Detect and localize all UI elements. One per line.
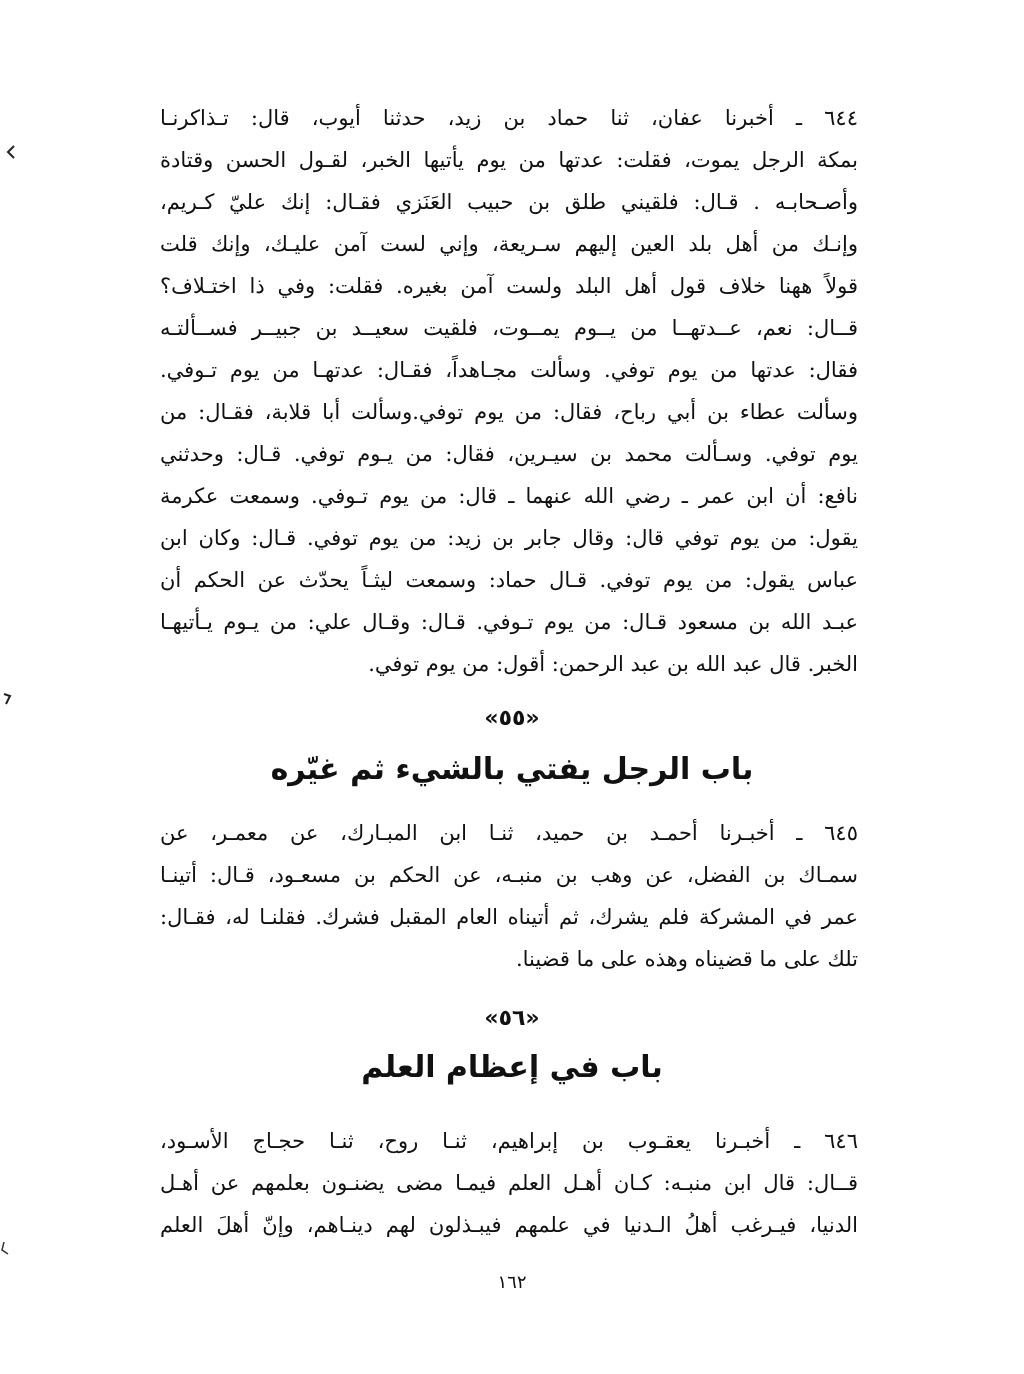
text-line: الدنيا، فيـرغب أهلُ الـدنيا في علمهم فيبـذلون لهم دينـاهم، وإنّ أهلَ العلم bbox=[160, 1213, 858, 1237]
chapter-number: «٥٥» bbox=[484, 706, 540, 731]
text-line: سمـاك بن الفضل، عن وهب بن منبـه، عن الحكم بن مسعـود، قـال: أتينـا bbox=[160, 863, 858, 887]
text-line: فقال: عدتها من يوم توفي. وسألت مجـاهداً، فقـال: عدتهـا من يوم تـوفي. bbox=[160, 358, 858, 382]
scan-mark-icon bbox=[4, 144, 16, 160]
text-line: عباس يقول: من يوم توفي. قـال حماد: وسمعت ليثـاً يحدّث عن الحكم أن bbox=[160, 568, 858, 592]
text-line: ٦٤٥ ـ أخبـرنا أحمـد بن حميد، ثنـا ابن المبـارك، عن معمـر، عن bbox=[160, 821, 858, 845]
text-line: وسألت عطاء بن أبي رباح، فقال: من يوم توفي.وسألت أبا قلابة، فقـال: من bbox=[160, 400, 858, 424]
text-line: عبـد الله بن مسعود قـال: من يوم تـوفي. قـال: وقـال علي: من يـوم يـأتيهـا bbox=[160, 610, 858, 634]
text-line: بمكة الرجل يموت، فقلت: عدتها من يوم يأتيها الخبر، لقـول الحسن وقتادة bbox=[160, 148, 858, 172]
chapter-title: باب الرجل يفتي بالشيء ثم غيّره bbox=[270, 752, 754, 787]
text-line: ٦٤٤ ـ أخبرنا عفان، ثنا حماد بن زيد، حدثنا أيوب، قال: تـذاكرنـا bbox=[160, 106, 858, 130]
scan-mark-icon bbox=[2, 690, 14, 706]
text-line: الخبر. قال عبد الله بن عبد الرحمن: أقول: من يوم توفي. bbox=[368, 652, 858, 676]
scan-mark-icon bbox=[0, 1240, 12, 1256]
text-line: نافع: أن ابن عمر ـ رضي الله عنهما ـ قال: من يوم تـوفي. وسمعت عكرمة bbox=[160, 484, 858, 508]
text-line: عمر في المشركة فلم يشرك، ثم أتيناه العام المقبل فشرك. فقلنـا له، فقـال: bbox=[160, 905, 858, 929]
text-line: وأصـحابـه . قـال: فلقيني طلق بن حبيب العَنَزي فقـال: إنك عليّ كـريم، bbox=[160, 190, 858, 214]
chapter-title: باب في إعظام العلم bbox=[361, 1050, 663, 1085]
text-line: ٦٤٦ ـ أخبـرنا يعقـوب بن إبراهيم، ثنـا روح، ثنـا حجـاج الأسـود، bbox=[160, 1129, 858, 1153]
hadith-645-paragraph bbox=[160, 812, 858, 980]
text-line: يقول: من يوم توفي قال: وقال جابر بن زيد: من يوم توفي. قـال: وكان ابن bbox=[160, 526, 858, 550]
text-line: قــال: قال ابن منبـه: كـان أهـل العلم فيمـا مضى يضنـون بعلمهم عن أهـل bbox=[160, 1171, 858, 1195]
text-line: قــال: نعم، عــدتهــا من يــوم يمــوت، فلقيت سعيــد بن جبيــر فســألتـه bbox=[160, 316, 858, 340]
text-line: تلك على ما قضيناه وهذه على ما قضينا. bbox=[515, 947, 858, 971]
page-number: ١٦٢ bbox=[497, 1272, 527, 1293]
text-line: وإنـك من أهل بلد العين إليهم سـريعة، وإني لست آمن عليـك، وإنك قلت bbox=[160, 232, 858, 256]
hadith-646-paragraph bbox=[160, 1120, 858, 1246]
text-line: قولاً ههنا خلاف قول أهل البلد ولست آمن بغيره. فقلت: وفي ذا اختـلاف؟ bbox=[160, 274, 858, 298]
text-line: يوم توفي. وسـألت محمد بن سيـرين، فقال: من يـوم توفي. قـال: وحدثني bbox=[160, 442, 858, 466]
chapter-number: «٥٦» bbox=[484, 1006, 540, 1031]
hadith-644-paragraph bbox=[160, 97, 858, 685]
